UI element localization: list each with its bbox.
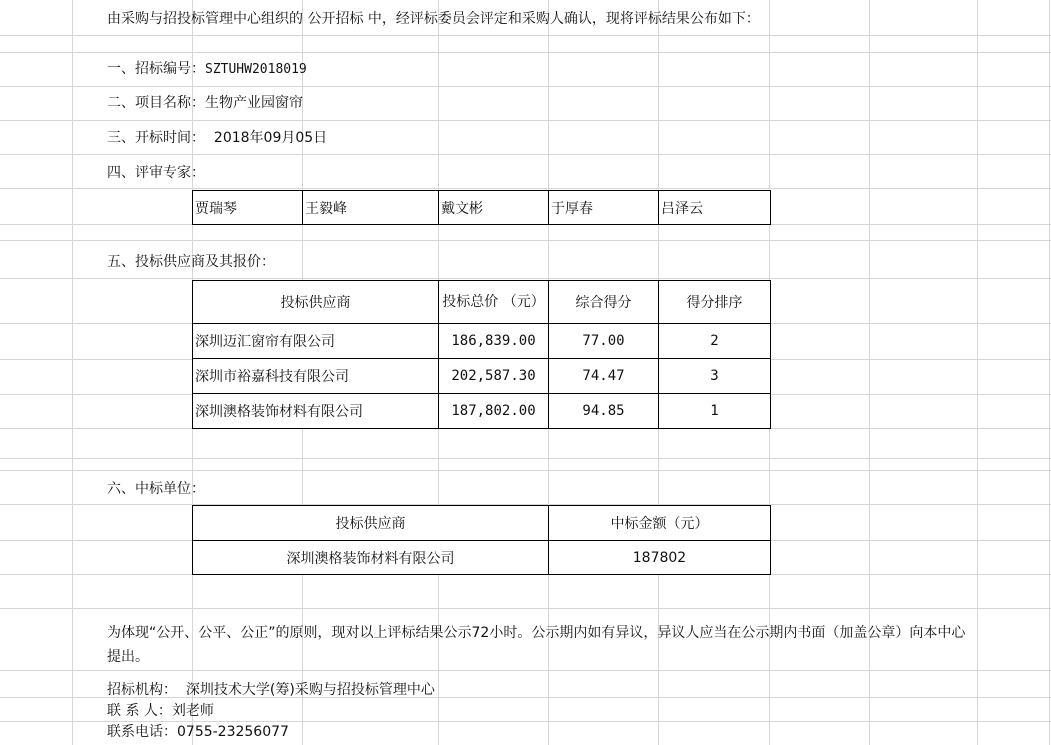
notice-paragraph: 为体现“公开、公平、公正”的原则，现对以上评标结果公示72小时。公示期内如有异议，异议人应当在公示期内书面（加盖公章）向本中心提出。	[107, 625, 966, 665]
open-time-value: 2018年09月05日	[213, 130, 328, 146]
expert-name: 王毅峰	[303, 191, 439, 225]
project-name-label: 二、项目名称：	[107, 95, 205, 111]
bid-rank: 3	[659, 359, 771, 394]
bidder-name: 深圳澳格装饰材料有限公司	[193, 394, 439, 429]
winner-name: 深圳澳格装饰材料有限公司	[193, 541, 549, 575]
grid-row-line	[0, 154, 1051, 155]
grid-row-line	[0, 240, 1051, 241]
intro-text: 由采购与招投标管理中心组织的 公开招标 中，经评标委员会评定和采购人确认，现将评标结果公布如下：	[107, 11, 760, 27]
bidders-table	[192, 280, 771, 429]
grid-row-line	[0, 188, 1051, 189]
expert-name: 贾瑞琴	[193, 191, 303, 225]
column-header: 投标总价 （元）	[439, 281, 549, 324]
grid-column-line	[72, 0, 73, 745]
expert-name: 于厚春	[549, 191, 659, 225]
contact-phone-label: 联系电话：	[107, 724, 177, 740]
contact-person-line	[107, 701, 214, 721]
open-time-label: 三、开标时间：	[107, 130, 205, 146]
contact-phone-value: 0755-23256077	[177, 724, 289, 740]
bid-score: 94.85	[549, 394, 659, 429]
grid-row-line	[0, 35, 1051, 36]
bid-rank: 1	[659, 394, 771, 429]
winner-amount: 187802	[549, 541, 771, 575]
grid-row-line	[0, 86, 1051, 87]
grid-column-line	[1049, 0, 1050, 745]
winner-label: 六、中标单位：	[107, 481, 205, 497]
expert-name: 吕泽云	[659, 191, 771, 225]
bid-price: 202,587.30	[439, 359, 549, 394]
bid-rank: 2	[659, 324, 771, 359]
expert-name: 戴文彬	[439, 191, 549, 225]
bid-price: 187,802.00	[439, 394, 549, 429]
table-row	[193, 359, 771, 394]
grid-row-line	[0, 52, 1051, 53]
contact-org-value: 深圳技术大学(筹)采购与招投标管理中心	[185, 682, 435, 698]
bid-score: 77.00	[549, 324, 659, 359]
grid-row-line	[0, 278, 1051, 279]
project-name-value: 生物产业园窗帘	[205, 95, 303, 111]
bid-score: 74.47	[549, 359, 659, 394]
column-header: 投标供应商	[193, 506, 549, 541]
column-header: 中标金额（元）	[549, 506, 771, 541]
contact-person-label: 联 系 人：	[107, 703, 172, 719]
bid-number-value: SZTUHW2018019	[205, 62, 307, 77]
table-row	[193, 324, 771, 359]
bidders-label: 五、投标供应商及其报价：	[107, 254, 275, 270]
bid-number-line	[107, 59, 307, 80]
project-name-line	[107, 93, 303, 113]
grid-column-line	[977, 0, 978, 745]
table-header-row	[193, 506, 771, 541]
grid-row-line	[0, 120, 1051, 121]
contact-phone-line	[107, 722, 289, 742]
winner-table	[192, 505, 771, 575]
table-header-row	[193, 281, 771, 324]
contact-person-value: 刘老师	[171, 703, 214, 719]
bid-price: 186,839.00	[439, 324, 549, 359]
grid-row-line	[0, 470, 1051, 471]
experts-table	[192, 190, 771, 225]
grid-row-line	[0, 608, 1051, 609]
contact-org-label: 招标机构：	[107, 682, 177, 698]
bid-number-label: 一、招标编号：	[107, 61, 205, 77]
bidder-name: 深圳迈汇窗帘有限公司	[193, 324, 439, 359]
table-row	[193, 541, 771, 575]
column-header: 得分排序	[659, 281, 771, 324]
open-time-line	[107, 128, 327, 148]
experts-label: 四、评审专家：	[107, 165, 205, 181]
contact-org-line	[107, 680, 435, 700]
grid-row-line	[0, 458, 1051, 459]
bidder-name: 深圳市裕嘉科技有限公司	[193, 359, 439, 394]
grid-row-line	[0, 670, 1051, 671]
column-header: 投标供应商	[193, 281, 439, 324]
column-header: 综合得分	[549, 281, 659, 324]
table-row	[193, 394, 771, 429]
